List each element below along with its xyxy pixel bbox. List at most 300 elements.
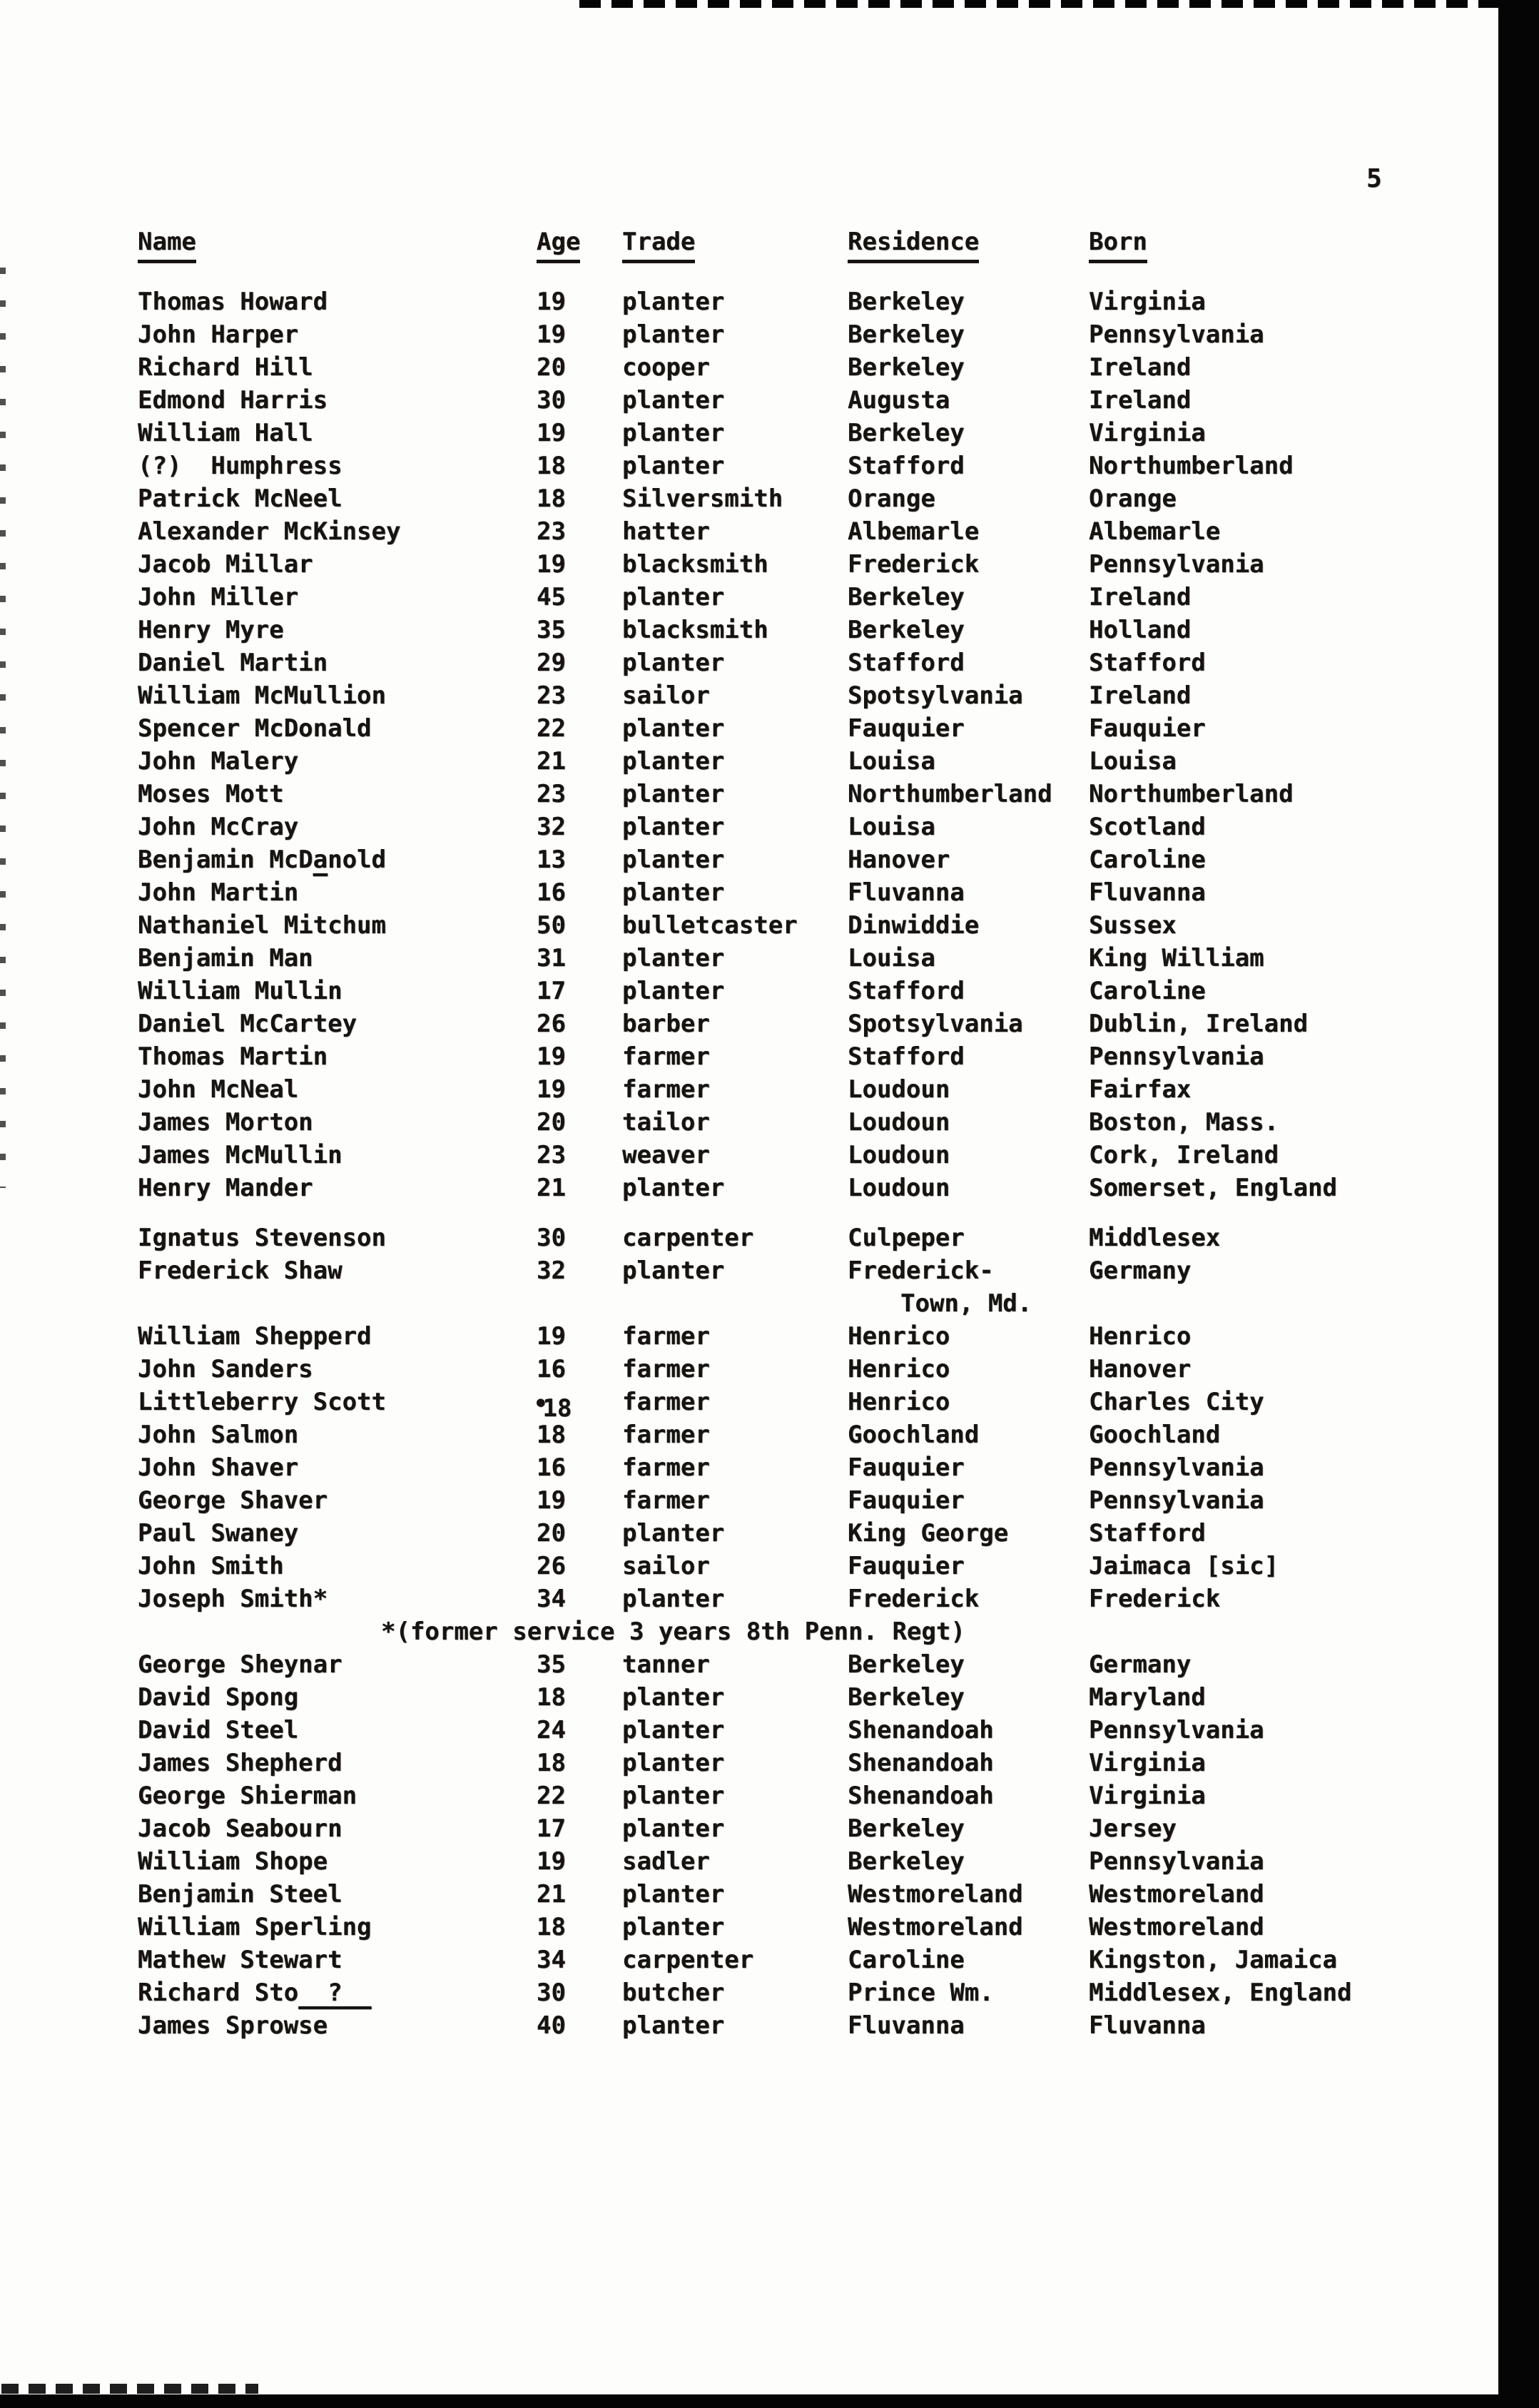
cell-residence: Fauquier [848,1453,965,1482]
cell-residence: Caroline [848,1946,965,1974]
cell-age: 31 [537,944,566,972]
cell-born: Middlesex, England [1089,1978,1352,2007]
cell-name [138,417,313,449]
cell-name [138,515,400,548]
cell-name [138,876,298,909]
cell-name [138,285,327,318]
cell-residence: Stafford [848,1042,965,1071]
cell-trade: farmer [622,1355,710,1383]
cell-name [138,1878,342,1911]
cell-residence: Shenandoah [848,1782,994,1810]
table-row [0,843,1498,876]
cell-residence: Berkeley [848,1814,965,1843]
table-row [0,581,1498,614]
cell-born: Stafford [1089,1519,1206,1548]
page-number: 5 [1366,164,1382,193]
name-underlined-segment: ? [298,1978,372,2007]
name-segment: William Hall [138,419,313,447]
cell-age: 21 [537,1174,566,1202]
cell-name [138,548,313,581]
cell-name [138,1779,357,1812]
cell-name [138,1976,372,2009]
cell-residence: Stafford [848,649,965,677]
cell-residence: Berkeley [848,288,965,316]
cell-residence: Louisa [848,813,935,841]
cell-residence: Berkeley [848,1683,965,1712]
table-row [0,1139,1498,1172]
name-segment: James Morton [138,1108,313,1137]
cell-trade: planter [622,1256,725,1285]
cell-trade: farmer [622,1486,710,1515]
table-row [0,417,1498,449]
cell-residence: Frederick [848,550,980,579]
cell-born: Virginia [1089,1749,1206,1777]
cell-name [138,1353,313,1386]
cell-name [138,1451,298,1484]
cell-residence: Henrico [848,1388,950,1416]
cell-born: Caroline [1089,977,1206,1005]
cell-residence: Fauquier [848,1486,965,1515]
table-row [0,1944,1498,1976]
column-header-age: Age [537,225,580,263]
cell-trade: planter [622,845,725,874]
scan-artifact-right-black-band [1498,0,1539,2408]
scan-artifact-top-dashed-edge [579,0,1539,8]
cell-born: Fauquier [1089,714,1206,743]
cell-born: Northumberland [1089,452,1294,480]
cell-residence: Fauquier [848,1552,965,1580]
name-segment: Henry Myre [138,616,284,644]
cell-age: 30 [537,386,566,415]
table-row [0,811,1498,843]
name-segment: Benjamin Steel [138,1880,342,1909]
cell-name [138,975,342,1007]
cell-residence: Hanover [848,845,950,874]
table-row [0,778,1498,811]
cell-born: Pennsylvania [1089,1716,1264,1744]
row-gap [0,1204,1498,1221]
cell-trade: farmer [622,1042,710,1071]
cell-born: Jaimaca [sic] [1089,1552,1279,1580]
cell-born: Fairfax [1089,1075,1192,1104]
cell-born: Holland [1089,616,1192,644]
cell-residence: Berkeley [848,320,965,349]
cell-name [138,942,313,975]
cell-age: 23 [537,780,566,808]
cell-residence: Fluvanna [848,878,965,907]
cell-residence: Westmoreland [848,1913,1023,1941]
name-underlined-segment: a [313,845,328,874]
name-segment: John McCray [138,813,299,841]
cell-name [138,1648,342,1681]
name-segment: Thomas Martin [138,1042,328,1071]
roster-rows [0,285,1498,2042]
table-row [0,1418,1498,1451]
cell-trade: planter [622,747,725,776]
cell-name [138,712,372,745]
table-row [0,712,1498,745]
cell-age: 19 [537,288,566,316]
table-row [0,1845,1498,1878]
table-row [0,548,1498,581]
name-segment: William McMullion [138,681,386,710]
cell-trade: planter [622,944,725,972]
cell-residence: Berkeley [848,583,965,611]
cell-born: Hanover [1089,1355,1192,1383]
cell-age: 20 [537,353,566,382]
name-segment: Alexander McKinsey [138,517,401,546]
cell-born: Caroline [1089,845,1206,874]
table-row [0,285,1498,318]
cell-name [138,482,342,515]
cell-trade: weaver [622,1141,710,1169]
ink-blot-mark: ● [537,1394,543,1410]
cell-age: 35 [537,1650,566,1679]
cell-born: Middlesex [1089,1224,1221,1252]
cell-age: 24 [537,1716,566,1744]
cell-trade: planter [622,1174,725,1202]
cell-name [138,1944,342,1976]
table-row [0,679,1498,712]
name-segment: Patrick McNeel [138,484,342,513]
cell-age: 29 [537,649,566,677]
cell-age: 19 [537,1486,566,1515]
cell-residence: Fauquier [848,714,965,743]
name-segment: George Shaver [138,1486,328,1515]
column-header-trade: Trade [622,225,695,263]
cell-born: Ireland [1089,681,1192,710]
cell-age: ●18 [537,1394,572,1423]
cell-trade: sailor [622,1552,710,1580]
cell-name [138,1106,313,1139]
cell-trade: cooper [622,353,710,382]
table-row [0,482,1498,515]
cell-age: 16 [537,1453,566,1482]
name-segment: William Mullin [138,977,342,1005]
cell-name [138,1714,298,1747]
cell-trade: blacksmith [622,550,768,579]
name-segment: John Malery [138,747,299,776]
cell-born: Ireland [1089,583,1192,611]
name-segment: John Martin [138,878,299,907]
cell-born: Dublin, Ireland [1089,1010,1309,1038]
cell-name [138,745,298,778]
cell-trade: planter [622,1880,725,1909]
cell-residence: Shenandoah [848,1749,994,1777]
cell-born: Boston, Mass. [1089,1108,1279,1137]
cell-trade: Silversmith [622,484,783,513]
cell-born: Somerset, England [1089,1174,1337,1202]
table-row [0,449,1498,482]
cell-residence: Berkeley [848,1650,965,1679]
name-segment: Henry Mander [138,1174,313,1202]
name-segment: Jacob Millar [138,550,313,579]
cell-born: Henrico [1089,1322,1192,1351]
cell-residence: Fluvanna [848,2011,965,2040]
cell-name [138,1254,342,1287]
cell-residence: Orange [848,484,935,513]
table-row [0,1484,1498,1517]
table-row [0,1878,1498,1911]
cell-age: 23 [537,681,566,710]
cell-name [138,1139,342,1172]
name-segment: Frederick Shaw [138,1256,342,1285]
cell-born: Kingston, Jamaica [1089,1946,1337,1974]
column-header-name: Name [138,225,196,263]
table-row [0,1451,1498,1484]
table-row [0,1976,1498,2009]
cell-name [138,1747,342,1779]
cell-trade: planter [622,2011,725,2040]
cell-trade: tanner [622,1650,710,1679]
cell-name [138,909,386,942]
cell-born: Fluvanna [1089,878,1206,907]
cell-age: 21 [537,1880,566,1909]
cell-residence: Goochland [848,1421,980,1449]
table-row [0,1254,1498,1287]
footnote-row [0,1615,1498,1648]
cell-born: Pennsylvania [1089,320,1264,349]
cell-age: 13 [537,845,566,874]
name-segment: Ignatus Stevenson [138,1224,386,1252]
cell-born: Charles City [1089,1388,1264,1416]
cell-residence: Louisa [848,747,935,776]
cell-born: Germany [1089,1650,1192,1679]
cell-age: 32 [537,1256,566,1285]
cell-born: Fluvanna [1089,2011,1206,2040]
cell-age: 17 [537,977,566,1005]
cell-age: 30 [537,1978,566,2007]
cell-born: King William [1089,944,1264,972]
cell-residence: Loudoun [848,1174,950,1202]
table-row [0,1911,1498,1944]
cell-age: 19 [537,320,566,349]
cell-age: 35 [537,616,566,644]
cell-born: Virginia [1089,1782,1206,1810]
cell-trade: planter [622,583,725,611]
cell-name [138,811,298,843]
cell-born: Cork, Ireland [1089,1141,1279,1169]
cell-name [138,1386,386,1418]
cell-born: Northumberland [1089,780,1294,808]
table-row [0,876,1498,909]
cell-age: 26 [537,1010,566,1038]
cell-trade: hatter [622,517,710,546]
name-segment: William Shepperd [138,1322,372,1351]
name-segment: Littleberry Scott [138,1388,386,1416]
name-segment: Thomas Howard [138,288,328,316]
name-segment: Daniel Martin [138,649,328,677]
cell-age: 30 [537,1224,566,1252]
table-row [0,1106,1498,1139]
cell-name [138,1040,327,1073]
cell-residence-continued: Town, Md. [900,1289,1032,1318]
cell-born: Westmoreland [1089,1880,1264,1909]
table-row [0,745,1498,778]
cell-age: 23 [537,517,566,546]
name-segment: nold [327,845,387,874]
cell-residence: Frederick [848,1585,980,1613]
name-segment: George Shierman [138,1782,357,1810]
cell-residence: Prince Wm. [848,1978,994,2007]
cell-trade: planter [622,977,725,1005]
table-row [0,515,1498,548]
cell-trade: planter [622,1683,725,1712]
cell-name [138,318,298,351]
cell-trade: planter [622,878,725,907]
cell-residence: Albemarle [848,517,980,546]
cell-residence: Frederick- [848,1256,994,1285]
table-row [0,1714,1498,1747]
cell-age: 22 [537,714,566,743]
name-segment: James Sprowse [138,2011,328,2040]
name-segment: David Spong [138,1683,299,1712]
cell-born: Goochland [1089,1421,1221,1449]
cell-age: 19 [537,1075,566,1104]
cell-name [138,1812,342,1845]
cell-name [138,351,313,384]
cell-born: Louisa [1089,747,1177,776]
cell-residence: Spotsylvania [848,681,1023,710]
cell-born: Sussex [1089,911,1177,940]
table-row [0,1779,1498,1812]
table-row [0,646,1498,679]
cell-trade: planter [622,649,725,677]
table-row [0,1648,1498,1681]
cell-born: Pennsylvania [1089,1042,1264,1071]
cell-born: Ireland [1089,386,1192,415]
cell-age: 23 [537,1141,566,1169]
cell-residence: Spotsylvania [848,1010,1023,1038]
cell-born: Virginia [1089,419,1206,447]
table-row [0,1583,1498,1615]
name-segment: Moses Mott [138,780,284,808]
table-row [0,1517,1498,1550]
cell-name [138,1320,372,1353]
cell-residence: Loudoun [848,1075,950,1104]
cell-born: Orange [1089,484,1177,513]
cell-residence: Shenandoah [848,1716,994,1744]
cell-age: 19 [537,419,566,447]
cell-age: 34 [537,1946,566,1974]
name-segment: Mathew Stewart [138,1946,342,1974]
cell-name [138,449,342,482]
cell-born: Virginia [1089,288,1206,316]
table-row [0,1747,1498,1779]
cell-residence: Berkeley [848,419,965,447]
column-header-residence: Residence [848,225,979,263]
cell-trade: farmer [622,1453,710,1482]
cell-trade: planter [622,714,725,743]
table-row [0,318,1498,351]
cell-born: Albemarle [1089,517,1221,546]
cell-age: 22 [537,1782,566,1810]
name-segment: George Sheynar [138,1650,342,1679]
cell-residence: Westmoreland [848,1880,1023,1909]
cell-name [138,581,298,614]
cell-age: 18 [537,1749,566,1777]
cell-residence: King George [848,1519,1009,1548]
cell-name [138,384,327,417]
cell-trade: farmer [622,1421,710,1449]
cell-age: 50 [537,911,566,940]
cell-trade: carpenter [622,1946,754,1974]
name-segment: John Shaver [138,1453,299,1482]
name-segment: Edmond Harris [138,386,328,415]
table-row [0,909,1498,942]
cell-residence: Loudoun [848,1108,950,1137]
cell-name [138,1583,327,1615]
cell-residence: Berkeley [848,1847,965,1876]
cell-trade: planter [622,419,725,447]
cell-residence: Henrico [848,1322,950,1351]
table-row [0,351,1498,384]
table-row [0,1320,1498,1353]
cell-trade: planter [622,1716,725,1744]
name-segment: John Salmon [138,1421,299,1449]
cell-born: Pennsylvania [1089,1486,1264,1515]
cell-residence: Berkeley [848,353,965,382]
name-segment: Benjamin Man [138,944,313,972]
cell-born: Frederick [1089,1585,1221,1613]
cell-age: 17 [537,1814,566,1843]
cell-name [138,614,284,646]
cell-age: 18 [537,1421,566,1449]
name-segment: John Harper [138,320,299,349]
name-segment: William Sperling [138,1913,372,1941]
cell-residence: Northumberland [848,780,1052,808]
table-row [0,1353,1498,1386]
cell-name [138,1221,386,1254]
cell-born: Jersey [1089,1814,1177,1843]
cell-residence: Culpeper [848,1224,965,1252]
cell-born: Pennsylvania [1089,550,1264,579]
name-segment: William Shope [138,1847,328,1876]
name-segment: Richard Hill [138,353,313,382]
table-row [0,942,1498,975]
cell-trade: sailor [622,681,710,710]
cell-born: Maryland [1089,1683,1206,1712]
cell-trade: tailor [622,1108,710,1137]
name-segment: Daniel McCartey [138,1010,357,1038]
cell-trade: planter [622,1782,725,1810]
cell-trade: planter [622,780,725,808]
cell-residence: Augusta [848,386,950,415]
cell-age: 18 [537,1913,566,1941]
cell-trade: farmer [622,1322,710,1351]
cell-born: Germany [1089,1256,1192,1285]
cell-age: 18 [537,1683,566,1712]
cell-trade: bulletcaster [622,911,798,940]
cell-residence: Berkeley [848,616,965,644]
table-row [0,1812,1498,1845]
cell-residence: Stafford [848,977,965,1005]
cell-trade: planter [622,386,725,415]
table-row [0,1221,1498,1254]
cell-born: Scotland [1089,813,1206,841]
cell-trade: barber [622,1010,710,1038]
cell-name [138,1073,298,1106]
table-row [0,1172,1498,1204]
cell-name [138,1550,284,1583]
cell-trade: planter [622,813,725,841]
cell-trade: planter [622,1585,725,1613]
cell-residence: Louisa [848,944,935,972]
cell-age: 21 [537,747,566,776]
scan-artifact-bottom-dashes [1,2384,258,2394]
name-segment: Richard Sto [138,1978,299,2007]
cell-age: 19 [537,1847,566,1876]
